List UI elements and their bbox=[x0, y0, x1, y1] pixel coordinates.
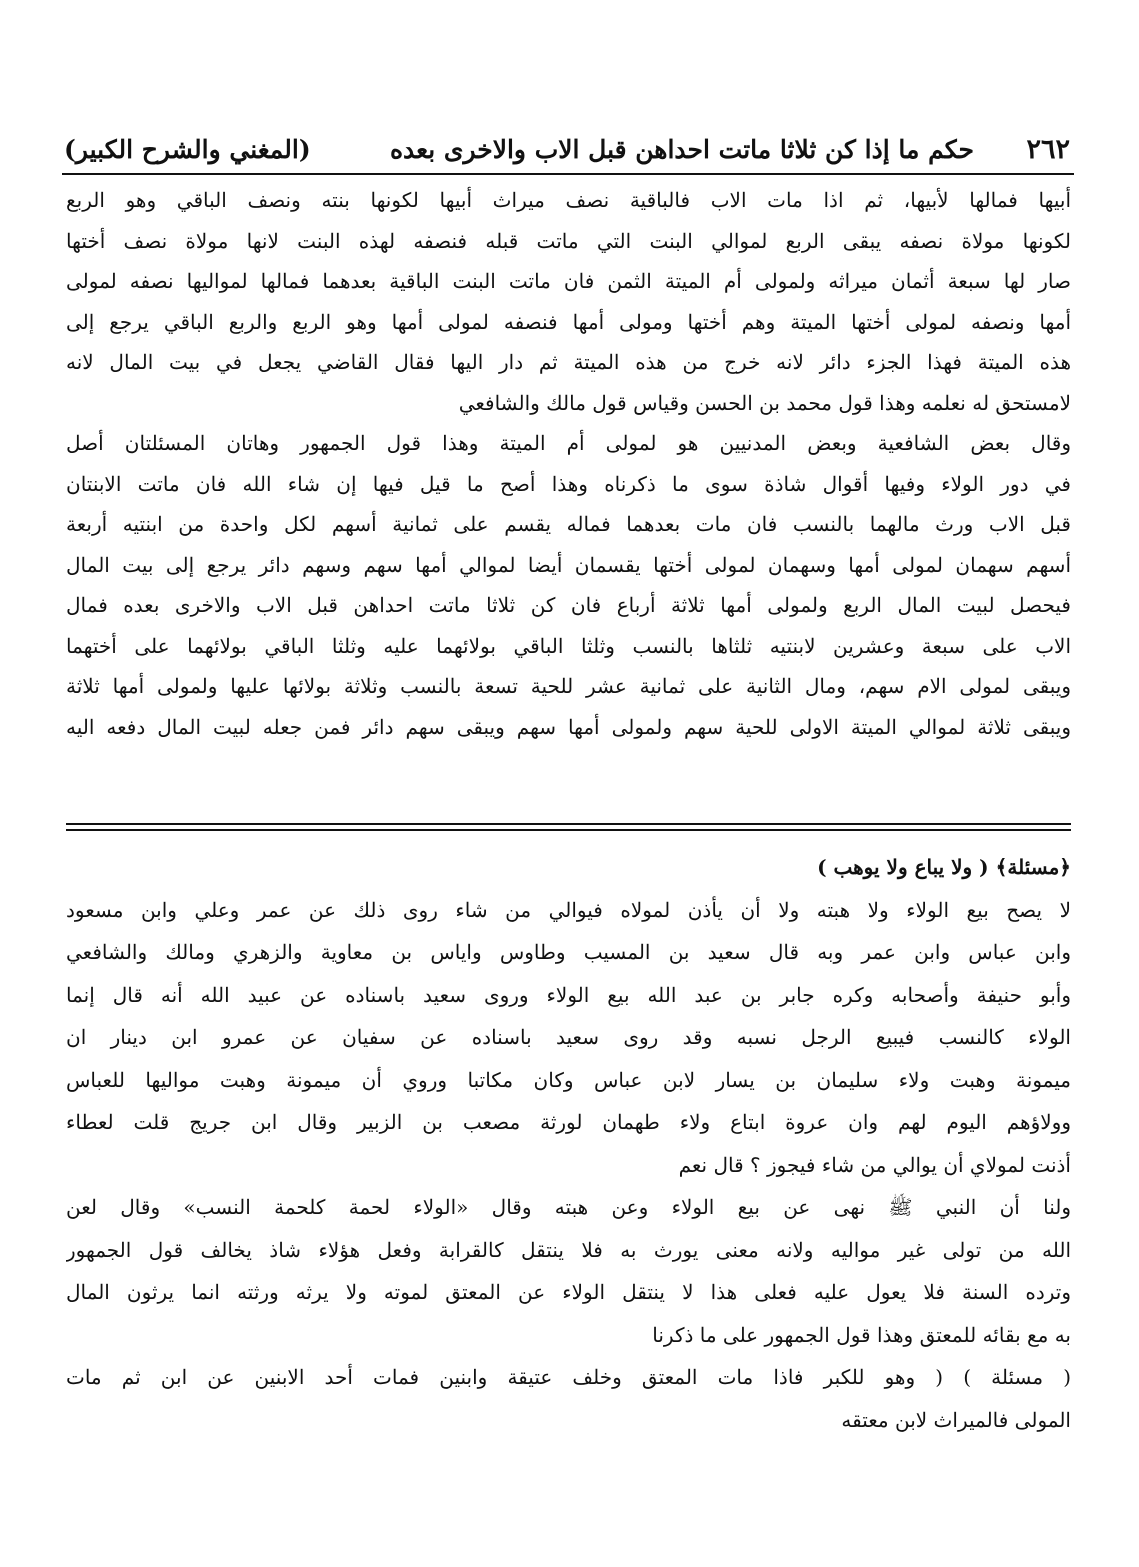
text-line: الله من تولى غير مواليه ولانه معنى يورث به فلا ينتقل كالقرابة وفعل هؤلاء شاذ يخالف قول الجمهور bbox=[66, 1237, 1071, 1262]
text-line: لكونها مولاة نصفه يبقى الربع لموالي البنت التي ماتت قبله فنصفه لهذه البنت لانها مولاة نصف أختها bbox=[66, 228, 1071, 253]
book-title: (المغني والشرح الكبير) bbox=[64, 135, 311, 164]
text-line: فيحصل لبيت المال الربع ولمولى أمها ثلاثة أرباع فان كن ثلاثا ماتت احداهن قبل الاب والاخرى بعده فمال bbox=[66, 593, 1071, 617]
text-line: الولاء كالنسب فيبيع الرجل نسبه وقد روى سعيد باسناده عن سفيان عن عمرو ابن دينار ان bbox=[66, 1025, 1071, 1049]
text-line: أسهم سهمان لمولى أمها وسهمان لمولى أختها يقسمان أيضا لموالي أمها سهم وسهم دائر يرجع إلى بيت المال bbox=[66, 552, 1071, 577]
running-title: حكم ما إذا كن ثلاثا ماتت احداهن قبل الاب والاخرى بعده bbox=[389, 135, 974, 164]
text-line: وقال بعض الشافعية وبعض المدنيين هو لمولى أم الميتة وهذا قول الجمهور وهاتان المسئلتان أصل bbox=[66, 431, 1071, 455]
text-line: لامستحق له نعلمه وهذا قول محمد بن الحسن وقياس قول مالك والشافعي bbox=[458, 390, 1071, 415]
text-line: في دور الولاء وفيها أقوال شاذة سوى ما ذكرناه وهذا أصح ما قيل فيها إن شاء الله فان ماتت الابنتان bbox=[66, 471, 1071, 496]
masala-text: ( ولا يباع ولا يوهب ) bbox=[817, 855, 989, 879]
page-number: ٢٦٢ bbox=[1026, 134, 1070, 165]
text-line: الاب على سبعة وعشرين لابنتيه ثلثاها بالنسب وثلثا الباقي بولائهما عليه وثلثا الباقي بولائهما على أختهما bbox=[66, 633, 1071, 658]
masala-heading: ﴿مسئلة﴾ ( ولا يباع ولا يوهب ) bbox=[817, 855, 1071, 879]
text-line: أذنت لمولاي أن يوالي من شاء فيجوز ؟ قال نعم bbox=[678, 1152, 1071, 1177]
text-line: المولى فالميراث لابن معتقه bbox=[841, 1407, 1071, 1432]
header-rule bbox=[62, 173, 1074, 175]
text-line: ولنا أن النبي ﷺ نهى عن بيع الولاء وعن هبته وقال «الولاء لحمة كلحمة النسب» وقال لعن bbox=[66, 1195, 1071, 1219]
text-line: وابن عباس وابن عمر وبه قال سعيد بن المسيب وطاوس واياس بن معاوية والزهري ومالك والشافعي bbox=[66, 940, 1071, 964]
text-line: وترده السنة فلا يعول عليه فعلى هذا لا ينتقل الولاء عن المعتق لموته ولا يرثه ورثته انما يرثون المال bbox=[66, 1280, 1071, 1304]
text-line: صار لها سبعة أثمان ميراثه ولمولى أم الميتة الثمن فان ماتت البنت الباقية بعدهما فمالها لمواليها نصفه لمولى bbox=[66, 269, 1071, 293]
text-line: ويبقى ثلاثة لموالي الميتة الاولى للحية سهم ولمولى أمها سهم ويبقى سهم دائر فمن جعله لبيت المال دفعه اليه bbox=[66, 714, 1071, 739]
text-line: وأبو حنيفة وأصحابه وكره جابر بن عبد الله بيع الولاء وروى سعيد باسناده عن عبيد الله أنه قال إنما bbox=[66, 982, 1071, 1007]
section-rule-top bbox=[66, 823, 1071, 825]
commentary-block bbox=[66, 180, 1071, 747]
text-line: وولاؤهم اليوم لهم وان عروة ابتاع ولاء طهمان لورثة مصعب بن الزبير وقال ابن جريج قلت لعطاء bbox=[66, 1110, 1071, 1134]
masala-label: مسئلة bbox=[1007, 855, 1060, 879]
text-line: قبل الاب ورث مالهما بالنسب فان مات بعدهما فماله يقسم على ثمانية أسهم لكل واحدة من ابنتيه أربعة bbox=[66, 512, 1071, 536]
page-header bbox=[62, 128, 1074, 172]
text-line: هذه الميتة فهذا الجزء دائر لانه خرج من هذه الميتة ثم دار اليها فقال القاضي يجعل في بيت المال لانه bbox=[66, 350, 1071, 374]
matn-block bbox=[66, 846, 1071, 1441]
text-line: ميمونة وهبت ولاء سليمان بن يسار لابن عباس وكان مكاتبا وروي أن ميمونة وهبت مواليها للعباس bbox=[66, 1067, 1071, 1092]
text-line: ويبقى لمولى الام سهم، ومال الثانية على ثمانية عشر للحية تسعة بالنسب وثلاثة بولائها عليها ولمولى أمها ثلاثة bbox=[66, 674, 1071, 698]
text-line: ( مسئلة ) ( وهو للكبر فاذا مات المعتق وخلف عتيقة وابنين فمات أحد الابنين عن ابن ثم مات bbox=[66, 1365, 1071, 1389]
text-line: لا يصح بيع الولاء ولا هبته ولا أن يأذن لمولاه فيوالي من شاء روى ذلك عن عمر وعلي وابن مسعود bbox=[66, 897, 1071, 922]
text-line: أمها ونصفه لمولى أختها الميتة وهم أختها ومولى أمها فنصفه لمولى أمها وهو الربع والربع الباقي يرجع إلى bbox=[66, 309, 1071, 334]
text-line: أبيها فمالها لأبيها، ثم اذا مات الاب فالباقية نصف ميراث أبيها لكونها بنته ونصف الباقي وهو الربع bbox=[66, 188, 1071, 212]
text-line: به مع بقائه للمعتق وهذا قول الجمهور على ما ذكرنا bbox=[652, 1322, 1071, 1347]
section-rule-bottom bbox=[66, 829, 1071, 831]
